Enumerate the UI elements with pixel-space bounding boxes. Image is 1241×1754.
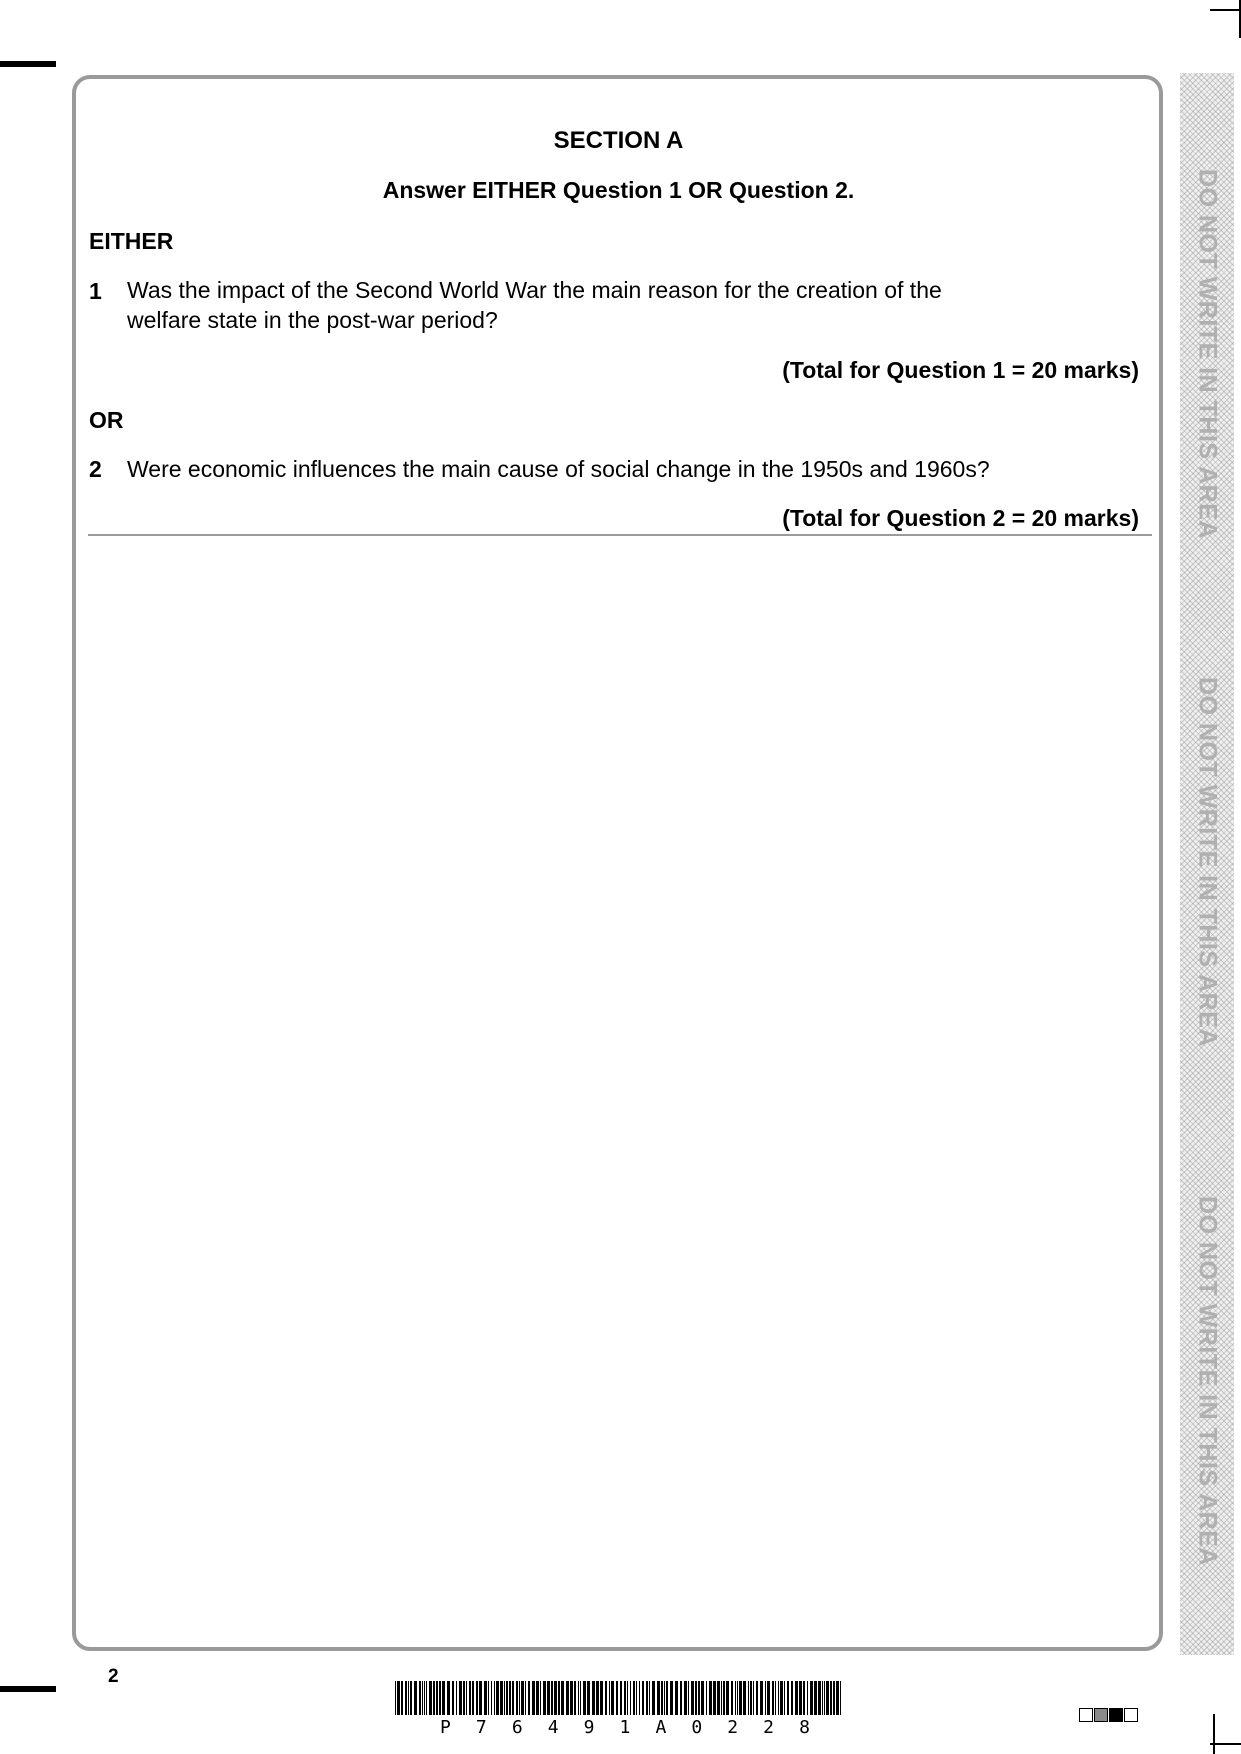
instruction: Answer EITHER Question 1 OR Question 2. xyxy=(382,177,855,203)
barcode-bar xyxy=(580,1681,581,1715)
question-1-number: 1 xyxy=(89,278,102,304)
barcode-char: 8 xyxy=(799,1717,810,1738)
barcode-bar xyxy=(419,1681,421,1715)
barcode-bar xyxy=(447,1681,450,1715)
crop-mark-bottom-right-v xyxy=(1213,1714,1215,1754)
barcode-bar xyxy=(491,1681,492,1715)
barcode-text xyxy=(440,1717,810,1738)
barcode-bar xyxy=(395,1681,396,1715)
barcode-bar xyxy=(456,1681,457,1715)
barcode-bar xyxy=(826,1681,829,1715)
barcode-bar xyxy=(488,1681,489,1715)
margin-warning-top: DO NOT WRITE IN THIS AREA xyxy=(1193,169,1222,539)
barcode-bar xyxy=(414,1681,417,1715)
either-label: EITHER xyxy=(89,228,174,254)
barcode-bar xyxy=(627,1681,628,1715)
crop-mark-top-left xyxy=(0,61,56,67)
barcode-bar xyxy=(756,1681,758,1715)
margin-warning-middle: DO NOT WRITE IN THIS AREA xyxy=(1193,677,1222,1047)
barcode-bar xyxy=(547,1681,550,1715)
barcode-bar xyxy=(479,1681,482,1715)
barcode-bar xyxy=(472,1681,474,1715)
barcode-bar xyxy=(743,1681,746,1715)
barcode-bar xyxy=(717,1681,720,1715)
barcode-bar xyxy=(620,1681,622,1715)
barcode-char: 1 xyxy=(619,1717,631,1738)
barcode-bar xyxy=(778,1681,779,1715)
question-1-marks: (Total for Question 1 = 20 marks) xyxy=(782,357,1139,383)
barcode-bar xyxy=(840,1681,841,1715)
question-2-number: 2 xyxy=(89,456,102,482)
barcode-bar xyxy=(706,1681,707,1715)
barcode-bar xyxy=(469,1681,471,1715)
question-2-text: Were economic influences the main cause of social change in the 1950s and 1960s? xyxy=(127,456,990,482)
barcode-char: 0 xyxy=(691,1717,703,1738)
barcode-bar xyxy=(616,1681,618,1715)
or-label: OR xyxy=(89,407,124,433)
barcode-bar xyxy=(587,1681,590,1715)
barcode-bar xyxy=(695,1681,697,1715)
barcode-bar xyxy=(525,1681,526,1715)
barcode-bar xyxy=(408,1681,409,1715)
crop-mark-top-right-h xyxy=(1210,9,1241,11)
barcode-bar xyxy=(713,1681,716,1715)
barcode-bar xyxy=(709,1681,712,1715)
barcode-bar xyxy=(787,1681,789,1715)
barcode-bar xyxy=(836,1681,839,1715)
barcode-bar xyxy=(723,1681,725,1715)
indicator-square-grey xyxy=(1094,1708,1108,1722)
barcode-bar xyxy=(500,1681,503,1715)
barcode-bar xyxy=(698,1681,700,1715)
margin-warning-bottom: DO NOT WRITE IN THIS AREA xyxy=(1193,1196,1222,1566)
barcode-bar xyxy=(596,1681,599,1715)
barcode-bar xyxy=(780,1681,783,1715)
barcode-bar xyxy=(630,1681,631,1715)
section-heading: SECTION A xyxy=(553,127,684,154)
barcode-bar xyxy=(799,1681,802,1715)
barcode-bar xyxy=(422,1681,423,1715)
barcode-bar xyxy=(670,1681,673,1715)
barcode-bar xyxy=(688,1681,689,1715)
barcode-bar xyxy=(466,1681,467,1715)
question-2-marks: (Total for Question 2 = 20 marks) xyxy=(782,505,1139,531)
barcode-bar xyxy=(633,1681,635,1715)
barcode-bar xyxy=(521,1681,524,1715)
barcode-bar xyxy=(807,1681,808,1715)
barcode-bar xyxy=(750,1681,752,1715)
barcode-bar xyxy=(424,1681,425,1715)
barcode-bar xyxy=(536,1681,539,1715)
barcode-bar xyxy=(661,1681,663,1715)
barcode-bar xyxy=(496,1681,499,1715)
barcode-bar xyxy=(624,1681,626,1715)
barcode-bar xyxy=(642,1681,644,1715)
barcode-bar xyxy=(680,1681,682,1715)
barcode-bar xyxy=(554,1681,557,1715)
barcode-bar xyxy=(814,1681,817,1715)
barcode-bar xyxy=(566,1681,569,1715)
barcode-bar xyxy=(436,1681,438,1715)
indicator-square-empty xyxy=(1124,1708,1138,1722)
barcode-char: 2 xyxy=(727,1717,739,1738)
barcode-bar xyxy=(810,1681,813,1715)
barcode-bar xyxy=(691,1681,694,1715)
barcode-bar xyxy=(558,1681,560,1715)
barcode-bar xyxy=(410,1681,412,1715)
barcode-bar xyxy=(664,1681,665,1715)
barcode-bar xyxy=(494,1681,495,1715)
barcode-bar xyxy=(484,1681,487,1715)
page-indicator-squares xyxy=(1079,1708,1138,1722)
barcode-bar xyxy=(760,1681,763,1715)
barcode-bar xyxy=(528,1681,530,1715)
barcode-bar xyxy=(540,1681,541,1715)
barcode-bar xyxy=(506,1681,508,1715)
barcode-bar xyxy=(600,1681,603,1715)
barcode-bar xyxy=(512,1681,514,1715)
barcode-bar xyxy=(649,1681,650,1715)
barcode-bar xyxy=(574,1681,576,1715)
barcode-bar xyxy=(767,1681,770,1715)
barcode-bar xyxy=(772,1681,774,1715)
barcode-bar xyxy=(726,1681,729,1715)
barcode-bar xyxy=(442,1681,445,1715)
barcode-bar xyxy=(822,1681,823,1715)
barcode-bar xyxy=(791,1681,793,1715)
barcode-bar xyxy=(459,1681,462,1715)
barcode-char: 9 xyxy=(583,1717,595,1738)
barcode-bar xyxy=(609,1681,610,1715)
barcode-bar xyxy=(433,1681,435,1715)
barcode-bar xyxy=(532,1681,535,1715)
barcode-char: P xyxy=(440,1717,451,1738)
barcode-bar xyxy=(429,1681,432,1715)
barcode-bar xyxy=(731,1681,733,1715)
barcode-bar xyxy=(833,1681,835,1715)
barcode-bar xyxy=(824,1681,825,1715)
barcode xyxy=(395,1681,843,1715)
barcode-bar xyxy=(666,1681,668,1715)
barcode-char: 2 xyxy=(763,1717,774,1738)
barcode-bar xyxy=(784,1681,785,1715)
barcode-char: 4 xyxy=(547,1717,559,1738)
barcode-bar xyxy=(818,1681,821,1715)
barcode-bar xyxy=(516,1681,518,1715)
barcode-bar xyxy=(652,1681,655,1715)
barcode-bar xyxy=(675,1681,678,1715)
barcode-bar xyxy=(509,1681,511,1715)
barcode-bar xyxy=(551,1681,553,1715)
barcode-bar xyxy=(439,1681,441,1715)
barcode-bar xyxy=(519,1681,520,1715)
barcode-bar xyxy=(639,1681,640,1715)
barcode-bar xyxy=(721,1681,722,1715)
page-number: 2 xyxy=(108,1666,119,1687)
barcode-bar xyxy=(646,1681,648,1715)
barcode-bar xyxy=(476,1681,478,1715)
barcode-bar xyxy=(803,1681,805,1715)
barcode-bar xyxy=(611,1681,614,1715)
barcode-bar xyxy=(463,1681,465,1715)
barcode-bar xyxy=(830,1681,832,1715)
barcode-bar xyxy=(401,1681,403,1715)
barcode-bar xyxy=(583,1681,586,1715)
barcode-bar xyxy=(753,1681,754,1715)
barcode-bar xyxy=(405,1681,407,1715)
barcode-bar xyxy=(735,1681,736,1715)
barcode-bar xyxy=(561,1681,564,1715)
barcode-bar xyxy=(684,1681,687,1715)
barcode-bar xyxy=(737,1681,738,1715)
question-1-text: Was the impact of the Second World War the main reason for the creation of the welfare state in the post-war period? xyxy=(127,277,942,333)
barcode-bar xyxy=(748,1681,749,1715)
barcode-bar xyxy=(504,1681,505,1715)
barcode-bar xyxy=(775,1681,776,1715)
barcode-bar xyxy=(795,1681,798,1715)
barcode-bar xyxy=(739,1681,742,1715)
indicator-square-empty xyxy=(1079,1708,1093,1722)
barcode-bar xyxy=(765,1681,766,1715)
indicator-square-black xyxy=(1109,1708,1123,1722)
barcode-bar xyxy=(452,1681,454,1715)
barcode-bar xyxy=(426,1681,427,1715)
barcode-bar xyxy=(701,1681,704,1715)
barcode-bar xyxy=(397,1681,400,1715)
barcode-char: A xyxy=(655,1717,667,1738)
barcode-bar xyxy=(543,1681,546,1715)
barcode-char: 7 xyxy=(475,1717,487,1738)
section-divider xyxy=(88,534,1152,536)
barcode-bar xyxy=(605,1681,607,1715)
crop-mark-bottom-left xyxy=(0,1686,56,1692)
barcode-bar xyxy=(578,1681,579,1715)
barcode-bar xyxy=(657,1681,660,1715)
barcode-bar xyxy=(570,1681,573,1715)
barcode-bar xyxy=(636,1681,637,1715)
barcode-char: 6 xyxy=(511,1717,523,1738)
barcode-bar xyxy=(592,1681,595,1715)
